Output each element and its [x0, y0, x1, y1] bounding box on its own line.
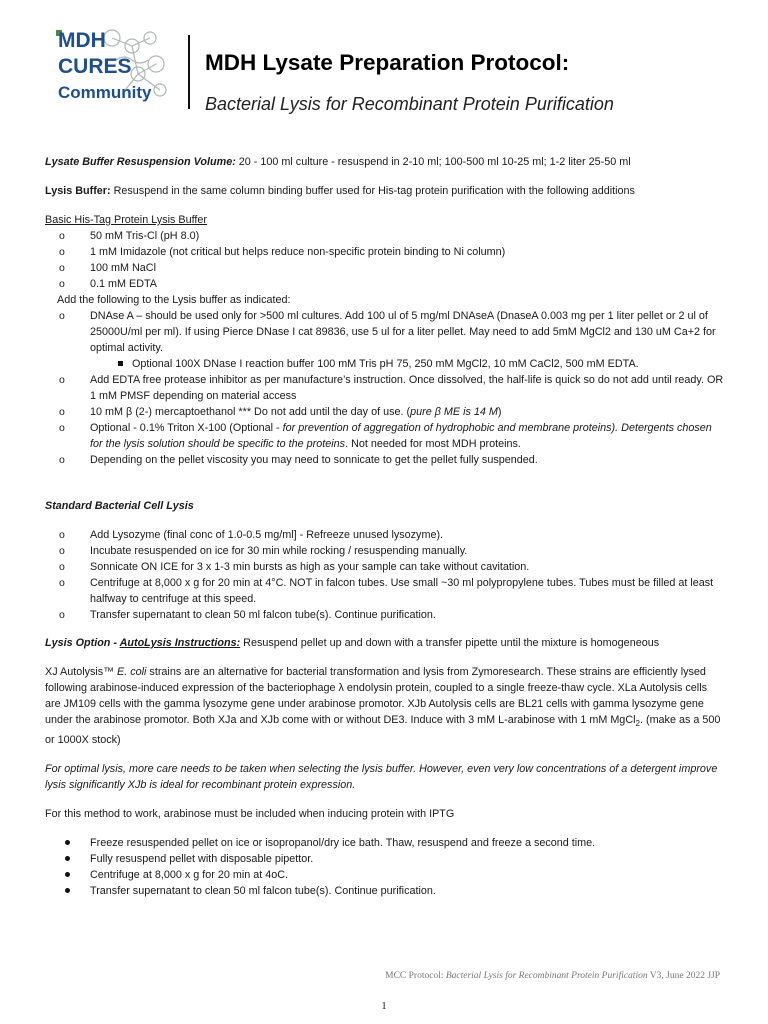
page-subtitle: Bacterial Lysis for Recombinant Protein Purification	[205, 94, 614, 114]
page-footer	[385, 968, 720, 984]
list-item-dnase-buffer: Optional 100X DNase I reaction buffer 100 mM Tris pH 75, 250 mM MgCl2, 10 mM CaCl2, 500 mM EDTA.	[90, 356, 725, 372]
additions-intro: Add the following to the Lysis buffer as indicated:	[57, 294, 291, 306]
autolysis-para-c: . (make as a 500 or 1000X stock)	[45, 714, 721, 747]
lysis-buffer-line	[45, 183, 725, 199]
method-line: For this method to work, arabinose must be included when inducing protein with IPTG	[45, 808, 455, 821]
list-item: o Add Lysozyme (final conc of 1.0-0.5 mg/ml] - Refreeze unused lysozyme).	[45, 527, 725, 543]
list-item-dnase	[45, 308, 725, 356]
bme-italic: pure β ME is 14 M	[410, 406, 498, 418]
dnase-text: DNAse A – should be used only for >500 ml cultures. Add 100 ul of 5 mg/ml DNAseA (DnaseA 0.003 mg per 1 liter pellet or 2 ul of 25000U/ml per ml). If using Pierce DNase I cat 89836, use 5 ul for a liter pellet. May need to add 5mM MgCl2 and 130 uM Ca+2 for optimal activity.	[90, 310, 716, 354]
list-item: Transfer supernatant to clean 50 ml falcon tube(s). Continue purification.	[45, 883, 725, 899]
ecoli-text: E. coli	[117, 666, 147, 678]
autolysis-para-a: XJ Autolysis™	[45, 666, 118, 678]
list-item: o 1 mM Imidazole (not critical but helps reduce non-specific protein binding to Ni column)	[45, 244, 725, 260]
bme-close: )	[497, 406, 502, 418]
footer-suffix: V3, June 2022 JJP	[647, 971, 720, 981]
logo-word-1: MDH	[58, 29, 106, 52]
list-item: Centrifuge at 8,000 x g for 20 min at 4oC.	[45, 867, 725, 883]
additions-list-2	[45, 372, 725, 468]
optimal-lysis-note: For optimal lysis, more care needs to be taken when selecting the lysis buffer. However, even very low concentrations of a detergent improve lysis significantly XJb is ideal for recombinant protein expression.	[45, 763, 718, 792]
autolysis-steps	[45, 835, 725, 899]
page-number: 1	[381, 1000, 387, 1012]
list-item: Fully resuspend pellet with disposable pipettor.	[45, 851, 725, 867]
list-item-viscosity: o Depending on the pellet viscosity you may need to sonnicate to get the pellet fully suspended.	[45, 452, 725, 468]
mdh-cures-logo	[52, 24, 178, 114]
mgcl-subscript: 2	[635, 719, 640, 729]
logo-word-2: CURES	[58, 55, 132, 78]
list-item: o Incubate resuspended on ice for 30 min while rocking / resuspending manually.	[45, 543, 725, 559]
list-item-edta: o Add EDTA free protease inhibitor as per manufacture’s instruction. Once dissolved, the half-life is quick so do not add until ready. OR 1 mM PMSF depending on material access	[45, 372, 725, 404]
basic-buffer-list	[45, 228, 725, 292]
header-divider	[188, 35, 190, 109]
footer-italic: Bacterial Lysis for Recombinant Protein Purification	[445, 971, 648, 981]
autolysis-text: Resuspend pellet up and down with a transfer pipette until the mixture is homogeneous	[240, 637, 660, 649]
additions-list	[45, 308, 725, 356]
list-item: o 0.1 mM EDTA	[45, 276, 725, 292]
list-item: Freeze resuspended pellet on ice or isopropanol/dry ice bath. Thaw, resuspend and freeze a second time.	[45, 835, 725, 851]
lysis-buffer-text: Resuspend in the same column binding buffer used for His-tag protein purification with the following additions	[110, 185, 635, 197]
triton-end: . Not needed for most MDH proteins.	[345, 438, 521, 450]
document-body	[45, 154, 725, 899]
page-title: MDH Lysate Preparation Protocol:	[205, 50, 570, 75]
lysis-buffer-label: Lysis Buffer:	[45, 185, 111, 197]
list-item-bme	[45, 404, 725, 420]
autolysis-line	[45, 635, 725, 651]
resuspension-volume-line	[45, 154, 725, 170]
basic-buffer-heading: Basic His-Tag Protein Lysis Buffer	[45, 214, 208, 226]
dnase-sublist	[45, 356, 725, 372]
autolysis-paragraph	[45, 664, 725, 748]
list-item: o 100 mM NaCl	[45, 260, 725, 276]
autolysis-label-a: Lysis Option -	[45, 637, 120, 649]
list-item: o Transfer supernatant to clean 50 ml falcon tube(s). Continue purification.	[45, 607, 725, 623]
logo-word-3: Community	[58, 83, 152, 102]
list-item: o Centrifuge at 8,000 x g for 20 min at 4°C. NOT in falcon tubes. Use small ~30 ml polypropylene tubes. Tubes must be filled at least halfway to centrifuge at this speed.	[45, 575, 725, 607]
standard-lysis-list	[45, 527, 725, 623]
bme-text: 10 mM β (2-) mercaptoethanol *** Do not add until the day of use. (	[90, 406, 411, 418]
autolysis-label-b: AutoLysis Instructions:	[119, 637, 241, 649]
resuspension-label: Lysate Buffer Resuspension Volume:	[45, 156, 236, 168]
autolysis-para-b: strains are an alternative for bacterial transformation and lysis from Zymoresearch. These strains are efficiently lysed following arabinose-induced expression of the bacteriophage λ endolysin protein, coupled to a single freeze-thaw cycle. XLa Autolysis cells are JM109 cells with the gamma lysozyme gene under arabinose promotor. XJb Autolysis cells are BL21 cells with gamma lysozyme gene under the arabinose promotor. Both XJa and XJb come with or without DE3. Induce with 3 mM L-arabinose with 1 mM MgCl	[45, 666, 707, 726]
resuspension-text: 20 - 100 ml culture - resuspend in 2-10 ml; 100-500 ml 10-25 ml; 1-2 liter 25-50 ml	[235, 156, 631, 168]
list-item-triton	[45, 420, 725, 452]
triton-italic: for prevention of aggregation of hydrophobic and membrane proteins). Detergents chosen for the lysis solution should be specific to the proteins	[90, 422, 712, 450]
triton-text: Optional - 0.1% Triton X-100 (Optional -	[90, 422, 283, 434]
footer-prefix: MCC Protocol:	[385, 971, 446, 981]
list-item: o 50 mM Tris-Cl (pH 8.0)	[45, 228, 725, 244]
list-item: o Sonnicate ON ICE for 3 x 1-3 min bursts as high as your sample can take without cavitation.	[45, 559, 725, 575]
standard-lysis-heading: Standard Bacterial Cell Lysis	[45, 500, 194, 512]
